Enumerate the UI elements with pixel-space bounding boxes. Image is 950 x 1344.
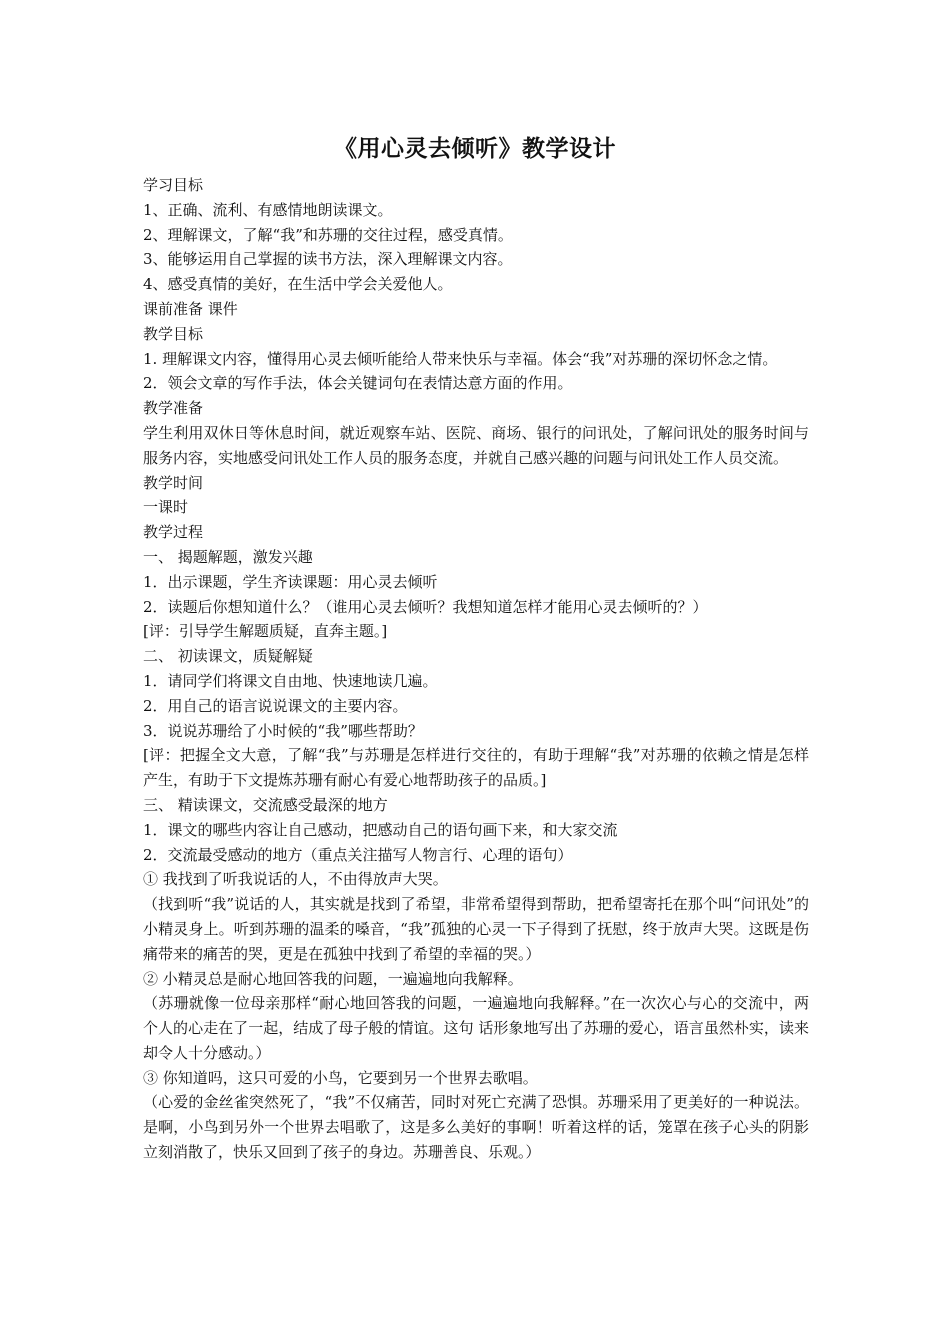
quote-explanation: （苏珊就像一位母亲那样“耐心地回答我的问题，一遍遍地向我解释。”在一次次心与心的交流中，两个人的心走在了一起，结成了母子般的情谊。这句 话形象地写出了苏珊的爱心，语言虽然朴实，读来却令人十分感动。） (143, 994, 809, 1062)
process-item: 1．课文的哪些内容让自己感动，把感动自己的语句画下来，和大家交流 (143, 820, 618, 839)
preparation-paragraph: 学生利用双休日等休息时间，就近观察车站、医院、商场、银行的问讯处，了解问讯处的服务时间与服务内容，实地感受问讯处工作人员的服务态度，并就自己感兴趣的问题与问讯处工作人员交流。 (143, 423, 809, 467)
heading-preparation: 课前准备 课件 (143, 299, 238, 318)
quote-item: ① 我找到了听我说话的人，不由得放声大哭。 (143, 870, 448, 889)
section-heading: 三、 精读课文，交流感受最深的地方 (143, 795, 388, 814)
process-item: 1．出示课题，学生齐读课题：用心灵去倾听 (143, 572, 438, 591)
section-heading: 一、 揭题解题，激发兴趣 (143, 547, 313, 566)
goal-item: 3、能够运用自己掌握的读书方法，深入理解课文内容。 (143, 250, 513, 269)
heading-teaching-preparation: 教学准备 (143, 399, 204, 418)
teaching-goal-item: 2．领会文章的写作手法，体会关键词句在表情达意方面的作用。 (143, 374, 573, 393)
section-heading: 二、 初读课文，质疑解疑 (143, 647, 313, 666)
goal-item: 2、理解课文，了解“我”和苏珊的交往过程，感受真情。 (143, 225, 513, 244)
process-item: 2．用自己的语言说说课文的主要内容。 (143, 696, 408, 715)
document-title: 《用心灵去倾听》教学设计 (334, 135, 616, 162)
heading-teaching-goals: 教学目标 (143, 324, 204, 343)
quote-explanation: （找到听“我”说话的人，其实就是找到了希望，非常希望得到帮助，把希望寄托在那个叫“问讯处”的小精灵身上。听到苏珊的温柔的嗓音，“我”孤独的心灵一下子得到了抚慰，终于放声大哭。这既是伤痛带来的痛苦的哭，更是在孤独中找到了希望的幸福的哭。） (143, 895, 809, 963)
goal-item: 1、正确、流利、有感情地朗读课文。 (143, 200, 393, 219)
quote-item: ② 小精灵总是耐心地回答我的问题，一遍遍地向我解释。 (143, 969, 523, 988)
process-item: 2．交流最受感动的地方（重点关注描写人物言行、心理的语句） (143, 845, 573, 864)
heading-teaching-time: 教学时间 (143, 473, 204, 492)
teaching-goal-item: 1. 理解课文内容，懂得用心灵去倾听能给人带来快乐与幸福。体会“我”对苏珊的深切怀念之情。 (143, 349, 778, 368)
quote-explanation: （心爱的金丝雀突然死了，“我”不仅痛苦，同时对死亡充满了恐惧。苏珊采用了更美好的一种说法。是啊，小鸟到另外一个世界去唱歌了，这是多么美好的事啊！听着这样的话，笼罩在孩子心头的阴影立刻消散了，快乐又回到了孩子的身边。苏珊善良、乐观。） (143, 1093, 809, 1162)
process-item: 1．请同学们将课文自由地、快速地读几遍。 (143, 671, 438, 690)
teaching-time-value: 一课时 (143, 498, 189, 517)
comment-note: [评：把握全文大意，了解“我”与苏珊是怎样进行交往的，有助于理解“我”对苏珊的依赖之情是怎样产生，有助于下文提炼苏珊有耐心有爱心地帮助孩子的品质。] (143, 746, 809, 790)
heading-learning-goals: 学习目标 (143, 176, 204, 194)
document-body (143, 173, 809, 1165)
heading-teaching-process: 教学过程 (143, 523, 204, 542)
process-item: 3．说说苏珊给了小时候的“我”哪些帮助？ (143, 721, 423, 740)
quote-item: ③ 你知道吗，这只可爱的小鸟，它要到另一个世界去歌唱。 (143, 1068, 538, 1087)
process-item: 2．读题后你想知道什么？（谁用心灵去倾听？我想知道怎样才能用心灵去倾听的？） (143, 597, 708, 616)
goal-item: 4、感受真情的美好，在生活中学会关爱他人。 (143, 275, 453, 294)
comment-note: [评：引导学生解题质疑，直奔主题。] (143, 622, 388, 641)
